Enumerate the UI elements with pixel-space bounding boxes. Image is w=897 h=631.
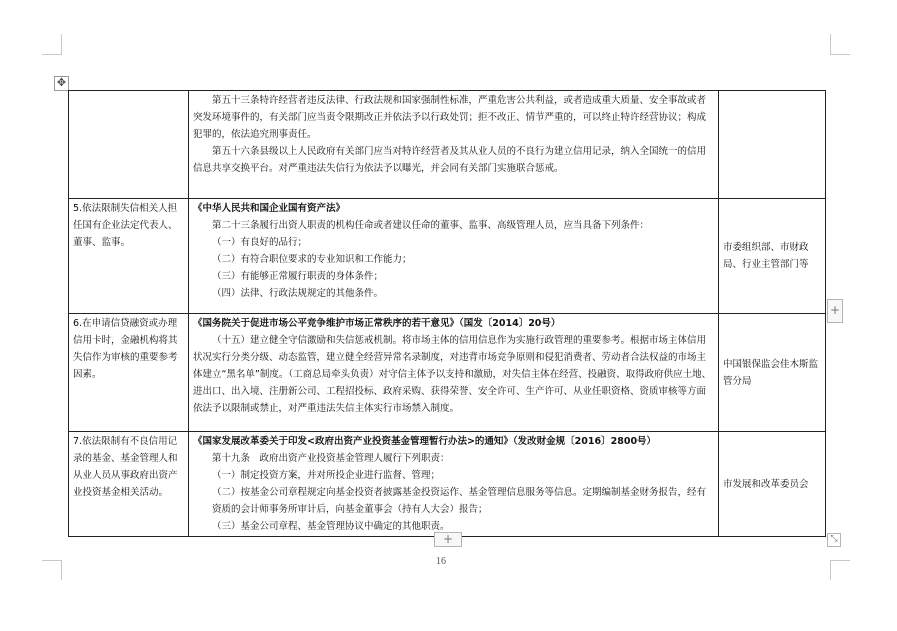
- add-row-button[interactable]: +: [434, 532, 462, 547]
- list-item: （二）有符合职位要求的专业知识和工作能力；: [212, 254, 412, 265]
- add-column-button[interactable]: +: [827, 299, 843, 323]
- list-item: （一）有良好的品行；: [212, 237, 308, 248]
- list-item: （三）有能够正常履行职责的身体条件；: [212, 271, 384, 282]
- page-number: 16: [436, 556, 446, 567]
- law-title: 《国家发展改革委关于印发<政府出资产业投资基金管理暂行办法>的通知》（发改财金规〔2016〕2800号）: [193, 436, 657, 447]
- law-cell[interactable]: [189, 91, 719, 199]
- law-body: （十五）建立健全守信激励和失信惩戒机制。将市场主体的信用信息作为实施行政管理的重要参考。根据市场主体信用状况实行分类分级、动态监管，建立健全经营异常名录制度，对违背市场竞争原则和侵犯消费者、劳动者合法权益的市场主体建立“黑名单”制度。（工商总局牵头负责）对守信主体予以支持和激励，对失信主体在经营、投融资、取得政府供应土地、进出口、出入境、注册新公司、工程招投标、政府采购、获得荣誉、安全许可、生产许可、从业任职资格、资质审核等方面依法予以限制或禁止，对严重违法失信主体实行市场禁入制度。: [193, 335, 712, 414]
- crop-mark-top-right: [830, 54, 850, 55]
- crop-mark-top-right: [830, 34, 831, 54]
- law-paragraph: 第五十三条特许经营者违反法律、行政法规和国家强制性标准，严重危害公共利益，或者造成重大质量、安全事故或者突发环境事件的，有关部门应当责令限期改正并依法予以行政处罚；拒不改正、情节严重的，可以终止特许经营协议；构成犯罪的，依法追究刑事责任。: [193, 95, 707, 140]
- dept-cell[interactable]: 市发展和改革委员会: [719, 432, 826, 537]
- table-move-handle-icon[interactable]: ✥: [54, 76, 69, 91]
- table-resize-handle-icon[interactable]: ⤡: [827, 533, 841, 547]
- crop-mark-top-left: [42, 54, 62, 55]
- list-item: （一）制定投资方案，并对所投企业进行监督、管理；: [212, 470, 441, 481]
- law-cell[interactable]: [189, 199, 719, 314]
- crop-mark-bottom-left: [61, 560, 62, 580]
- list-item: （二）按基金公司章程规定向基金投资者披露基金投资运作、基金管理信息服务等信息。定期编制基金财务报告，经有资质的会计师事务所审计后，向基金董事会（持有人大会）报告；: [212, 487, 707, 515]
- law-paragraph: 第五十六条县级以上人民政府有关部门应当对特许经营者及其从业人员的不良行为建立信用记录，纳入全国统一的信用信息共享交换平台。对严重违法失信行为依法予以曝光，并会同有关部门实施联合惩戒。: [193, 146, 707, 174]
- document-table: [68, 90, 826, 537]
- list-item: （三）基金公司章程、基金管理协议中确定的其他职责。: [212, 521, 450, 532]
- dept-cell[interactable]: 市委组织部、市财政局、行业主管部门等: [719, 199, 826, 314]
- item-cell[interactable]: 7.依法限制有不良信用记录的基金、基金管理人和从业人员从事政府出资产业投资基金相关活动。: [69, 432, 189, 537]
- table-row: [69, 91, 826, 199]
- law-intro: 第十九条 政府出资产业投资基金管理人履行下列职责：: [212, 453, 450, 464]
- law-cell[interactable]: [189, 432, 719, 537]
- item-cell[interactable]: [69, 91, 189, 199]
- law-title: 《国务院关于促进市场公平竞争维护市场正常秩序的若干意见》（国发〔2014〕20号）: [193, 318, 561, 329]
- crop-mark-bottom-right: [830, 560, 831, 580]
- table-row: [69, 432, 826, 537]
- crop-mark-bottom-right: [830, 560, 850, 561]
- dept-cell[interactable]: 中国银保监会佳木斯监管分局: [719, 314, 826, 432]
- list-item: （四）法律、行政法规规定的其他条件。: [212, 288, 384, 299]
- law-title: 《中华人民共和国企业国有资产法》: [193, 203, 346, 214]
- item-cell[interactable]: 6.在申请信贷融资或办理信用卡时，金融机构将其失信作为审核的重要参考因素。: [69, 314, 189, 432]
- item-cell[interactable]: 5.依法限制失信相关人担任国有企业法定代表人、董事、监事。: [69, 199, 189, 314]
- table-row: [69, 199, 826, 314]
- law-intro: 第二十三条履行出资人职责的机构任命或者建议任命的董事、监事、高级管理人员，应当具备下列条件：: [212, 220, 650, 231]
- crop-mark-top-left: [61, 34, 62, 54]
- dept-cell[interactable]: [719, 91, 826, 199]
- table-row: [69, 314, 826, 432]
- law-cell[interactable]: [189, 314, 719, 432]
- crop-mark-bottom-left: [42, 560, 62, 561]
